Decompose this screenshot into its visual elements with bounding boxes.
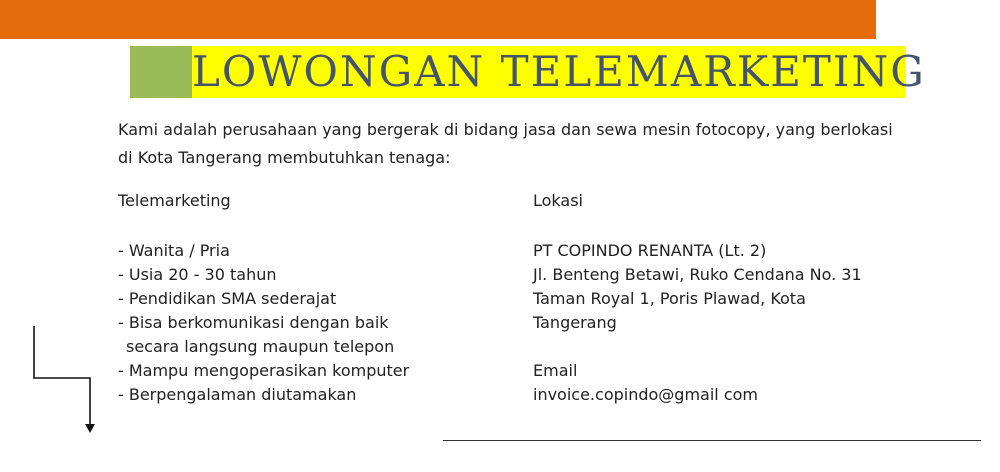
email-address[interactable]: invoice.copindo@gmail com <box>533 385 758 404</box>
requirement-item: - Berpengalaman diutamakan <box>118 385 357 404</box>
address-line: Tangerang <box>533 313 617 332</box>
address-line: PT COPINDO RENANTA (Lt. 2) <box>533 241 767 260</box>
title-band <box>130 46 926 98</box>
requirement-item: - Usia 20 - 30 tahun <box>118 265 277 284</box>
title-green-block <box>130 46 192 98</box>
down-arrow-icon <box>30 326 100 436</box>
location-heading: Lokasi <box>533 191 583 210</box>
requirement-item: - Wanita / Pria <box>118 241 230 260</box>
requirement-item: - Mampu mengoperasikan komputer <box>118 361 410 380</box>
intro-line-1: Kami adalah perusahaan yang bergerak di bidang jasa dan sewa mesin fotocopy, yang berlokasi <box>118 120 893 139</box>
page-title: LOWONGAN TELEMARKETING <box>192 47 926 96</box>
intro-paragraph <box>118 116 918 172</box>
requirement-item: - Pendidikan SMA sederajat <box>118 289 337 308</box>
address-line: Jl. Benteng Betawi, Ruko Cendana No. 31 <box>533 265 862 284</box>
address-line: Taman Royal 1, Poris Plawad, Kota <box>533 289 806 308</box>
requirement-item: - Bisa berkomunikasi dengan baik <box>118 313 389 332</box>
position-heading: Telemarketing <box>118 191 231 210</box>
intro-line-2: di Kota Tangerang membutuhkan tenaga: <box>118 148 451 167</box>
email-label: Email <box>533 361 578 380</box>
signature-divider <box>443 440 981 441</box>
header-orange-bar <box>0 0 876 39</box>
requirement-item-continued: secara langsung maupun telepon <box>126 337 395 356</box>
requirements-column <box>118 189 498 407</box>
location-column <box>533 189 933 407</box>
